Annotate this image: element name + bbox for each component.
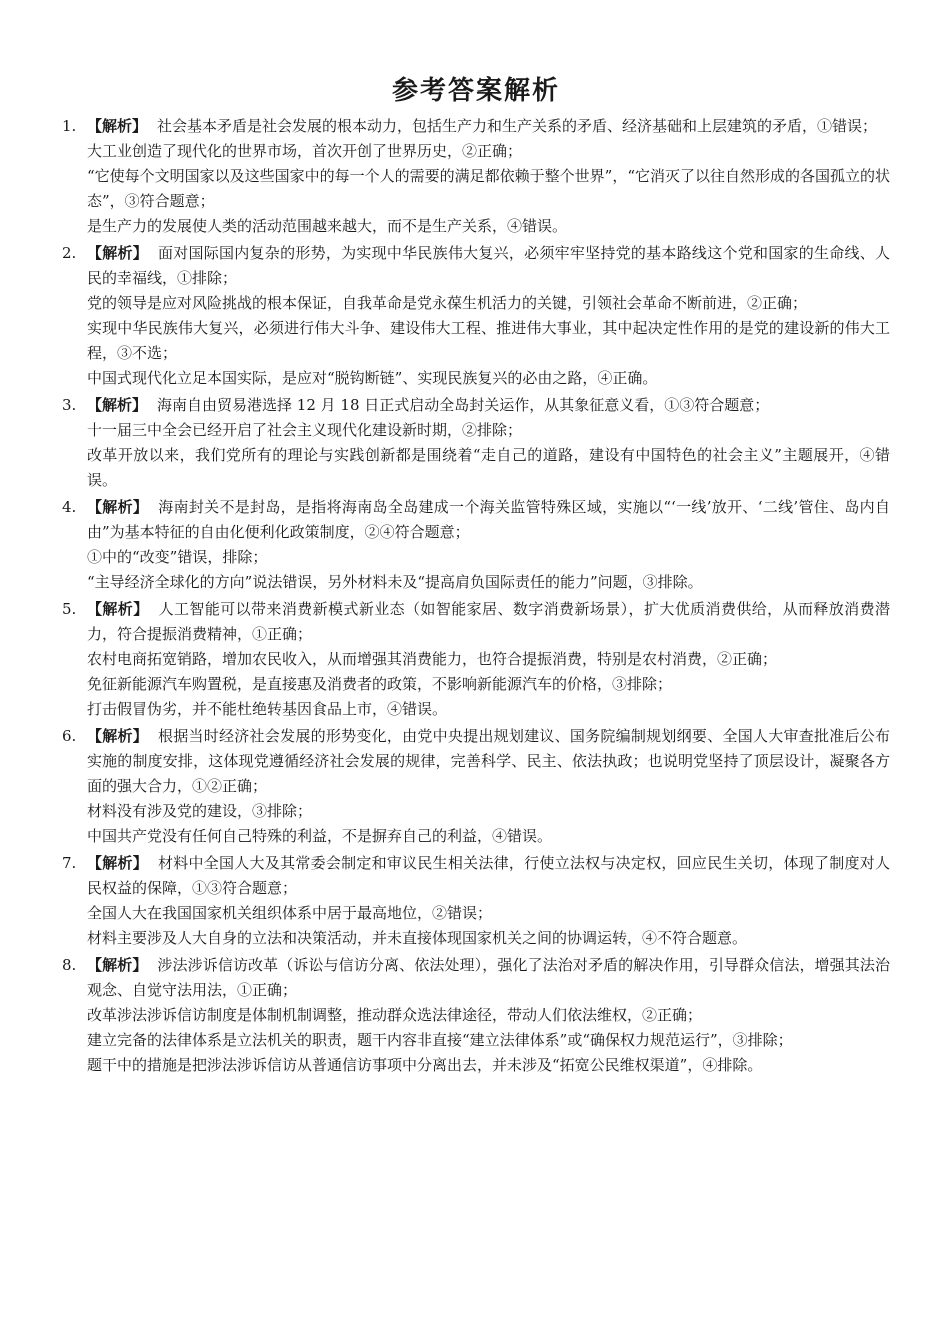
answer-number: 3. [62, 396, 77, 414]
analysis-tag: 【解析】 [87, 956, 148, 974]
paragraph-text: “它使每个文明国家以及这些国家中的每一个人的需要的满足都依赖于整个世界”，“它消灭了以往自然形成的各国孤立的状态”，③符合题意； [87, 167, 891, 210]
paragraph-text: 根据当时经济社会发展的形势变化，由党中央提出规划建议、国务院编制规划纲要、全国人大审查批准后公布实施的制度安排，这体现党遵循经济社会发展的规律，完善科学、民主、依法执政；也说明党坚持了顶层设计，凝聚各方面的强大合力，①②正确； [87, 727, 890, 795]
answer-paragraph [87, 393, 890, 418]
paragraph-text: 全国人大在我国国家机关组织体系中居于最高地位，②错误； [87, 904, 493, 922]
paragraph-text: 党的领导是应对风险挑战的根本保证，自我革命是党永葆生机活力的关键，引领社会革命不断前进，②正确； [87, 294, 808, 312]
answer-paragraph [87, 570, 890, 595]
answer-paragraph [87, 824, 890, 849]
answer-paragraph [87, 114, 890, 139]
answer-paragraph [87, 799, 890, 824]
answer-paragraph [87, 647, 890, 672]
answer-paragraph [87, 926, 890, 951]
paragraph-text: 改革开放以来，我们党所有的理论与实践创新都是围绕着“走自己的道路，建设有中国特色的社会主义”主题展开，④错误。 [87, 446, 890, 489]
answer-list [62, 114, 890, 1078]
paragraph-text: 社会基本矛盾是社会发展的根本动力，包括生产力和生产关系的矛盾、经济基础和上层建筑的矛盾，①错误； [157, 117, 878, 135]
answer-paragraph [87, 495, 890, 545]
paragraph-text: 建立完备的法律体系是立法机关的职责，题干内容非直接“建立法律体系”或“确保权力规范运行”，③排除； [87, 1031, 793, 1049]
paragraph-text: 材料中全国人大及其常委会制定和审议民生相关法律，行使立法权与决定权，回应民生关切，体现了制度对人民权益的保障，①③符合题意； [87, 854, 890, 897]
answer-paragraph [87, 953, 890, 1003]
paragraph-text: 面对国际国内复杂的形势，为实现中华民族伟大复兴，必须牢牢坚持党的基本路线这个党和国家的生命线、人民的幸福线，①排除； [87, 244, 890, 287]
paragraph-text: “主导经济全球化的方向”说法错误，另外材料未及“提高肩负国际责任的能力”问题，③排除。 [87, 573, 703, 591]
paragraph-text: 打击假冒伪劣，并不能杜绝转基因食品上市，④错误。 [87, 700, 448, 718]
paragraph-text: 十一届三中全会已经开启了社会主义现代化建设新时期，②排除； [87, 421, 523, 439]
answer-paragraph [87, 545, 890, 570]
paragraph-text: 免征新能源汽车购置税，是直接惠及消费者的政策，不影响新能源汽车的价格，③排除； [87, 675, 673, 693]
paragraph-text: 实现中华民族伟大复兴，必须进行伟大斗争、建设伟大工程、推进伟大事业，其中起决定性作用的是党的建设新的伟大工程，③不选； [87, 319, 890, 362]
page-title: 参考答案解析 [391, 76, 560, 106]
answer-paragraph [87, 1053, 890, 1078]
paragraph-text: 材料主要涉及人大自身的立法和决策活动，并未直接体现国家机关之间的协调运转，④不符合题意。 [87, 929, 748, 947]
answer-item [62, 114, 890, 239]
paragraph-text: 是生产力的发展使人类的活动范围越来越大，而不是生产关系，④错误。 [87, 217, 568, 235]
answer-paragraph [87, 901, 890, 926]
answer-paragraph [87, 724, 890, 799]
analysis-tag: 【解析】 [87, 117, 148, 135]
answer-number: 7. [62, 854, 77, 872]
answer-paragraph [87, 597, 890, 647]
answer-number: 5. [62, 600, 77, 618]
answer-item [62, 953, 890, 1078]
answer-item [62, 851, 890, 951]
paragraph-text: 海南封关不是封岛，是指将海南岛全岛建成一个海关监管特殊区域，实施以“‘一线’放开、‘二线’管住、岛内自由”为基本特征的自由化便利化政策制度，②④符合题意； [87, 498, 890, 541]
analysis-tag: 【解析】 [87, 498, 149, 516]
paragraph-text: 题干中的措施是把涉法涉诉信访从普通信访事项中分离出去，并未涉及“拓宽公民维权渠道”，④排除。 [87, 1056, 763, 1074]
paragraph-text: 海南自由贸易港选择 12 月 18 日正式启动全岛封关运作，从其象征意义看，①③符合题意； [157, 396, 770, 414]
answer-paragraph [87, 851, 890, 901]
answer-paragraph [87, 418, 890, 443]
answer-item [62, 393, 890, 493]
answer-paragraph [87, 443, 890, 493]
analysis-tag: 【解析】 [87, 600, 149, 618]
answer-paragraph [87, 139, 890, 164]
paragraph-text: 农村电商拓宽销路，增加农民收入，从而增强其消费能力，也符合提振消费，特别是农村消费，②正确； [87, 650, 778, 668]
answer-item [62, 241, 890, 391]
analysis-tag: 【解析】 [87, 396, 148, 414]
analysis-tag: 【解析】 [87, 854, 149, 872]
answer-paragraph [87, 672, 890, 697]
answer-item [62, 597, 890, 722]
answer-item [62, 495, 890, 595]
answer-number: 4. [62, 498, 77, 516]
answer-number: 2. [62, 244, 77, 262]
answer-number: 6. [62, 727, 77, 745]
analysis-tag: 【解析】 [87, 727, 149, 745]
answer-paragraph [87, 316, 890, 366]
answer-number: 1. [62, 117, 77, 135]
paragraph-text: 涉法涉诉信访改革（诉讼与信访分离、依法处理），强化了法治对矛盾的解决作用，引导群众信法，增强其法治观念、自觉守法用法，①正确； [87, 956, 890, 999]
answer-paragraph [87, 1028, 890, 1053]
answer-paragraph [87, 1003, 890, 1028]
answer-paragraph [87, 366, 890, 391]
answer-paragraph [87, 214, 890, 239]
paragraph-text: 人工智能可以带来消费新模式新业态（如智能家居、数字消费新场景），扩大优质消费供给，从而释放消费潜力，符合提振消费精神，①正确； [87, 600, 890, 643]
answer-paragraph [87, 241, 890, 291]
answer-paragraph [87, 697, 890, 722]
answer-paragraph [87, 164, 890, 214]
paragraph-text: 材料没有涉及党的建设，③排除； [87, 802, 313, 820]
answer-paragraph [87, 291, 890, 316]
paragraph-text: 中国式现代化立足本国实际，是应对“脱钩断链”、实现民族复兴的必由之路，④正确。 [87, 369, 658, 387]
analysis-tag: 【解析】 [87, 244, 149, 262]
paragraph-text: ①中的“改变”错误，排除； [87, 548, 268, 566]
paragraph-text: 中国共产党没有任何自己特殊的利益，不是摒弃自己的利益，④错误。 [87, 827, 553, 845]
paragraph-text: 大工业创造了现代化的世界市场，首次开创了世界历史，②正确； [87, 142, 523, 160]
answer-number: 8. [62, 956, 77, 974]
paragraph-text: 改革涉法涉诉信访制度是体制机制调整，推动群众选法律途径，带动人们依法维权，②正确； [87, 1006, 703, 1024]
answer-item [62, 724, 890, 849]
